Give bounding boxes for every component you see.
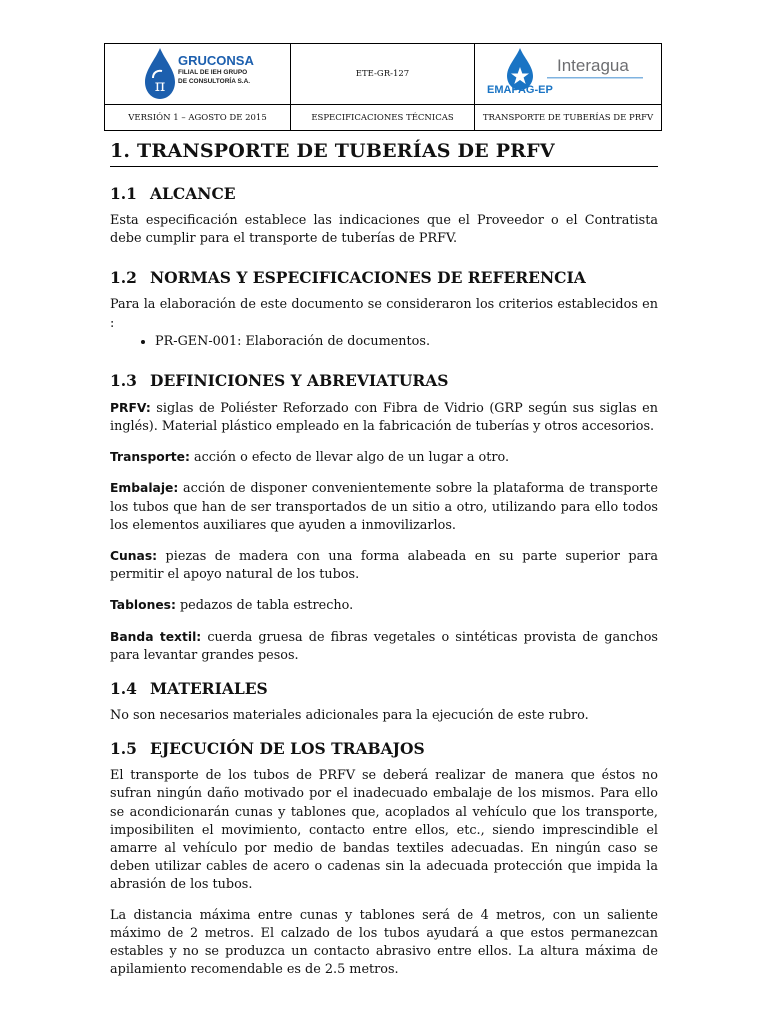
emapag-text: EMAPAG-EP xyxy=(487,84,553,96)
definition-prfv xyxy=(110,399,658,436)
gruconsa-logo xyxy=(105,44,290,104)
section-title: NORMAS Y ESPECIFICACIONES DE REFERENCIA xyxy=(150,268,586,288)
definition-term: Cunas: xyxy=(110,549,158,564)
interagua-logo xyxy=(475,44,661,104)
section-number: 1.5 xyxy=(110,739,137,759)
paragraph: La distancia máxima entre cunas y tablones será de 4 metros, con un saliente máximo de 2 metros. El calzado de los tubos ayudará a que estos permanezcan estables y no se produzca un contacto abrasivo entre ellos. La altura máxima de apilamiento recomendable es de 2.5 metros. xyxy=(110,907,658,978)
definition-term: Transporte: xyxy=(110,450,190,465)
definition-embalaje xyxy=(110,479,658,535)
section-title: MATERIALES xyxy=(150,679,268,699)
definition-text: pedazos de tabla estrecho. xyxy=(175,598,354,614)
definition-cunas xyxy=(110,547,658,584)
svg-text:π: π xyxy=(154,76,166,95)
gruconsa-sub1: FILIAL DE IEH GRUPO xyxy=(178,69,248,76)
paragraph: Esta especificación establece las indicaciones que el Proveedor o el Contratista debe cumplir para el transporte de tuberías de PRFV. xyxy=(110,213,658,247)
section-number: 1.3 xyxy=(110,370,137,390)
paragraph: No son necesarios materiales adicionales para la ejecución de este rubro. xyxy=(110,708,589,724)
definition-transporte xyxy=(110,448,658,467)
section-number: 1.2 xyxy=(110,268,137,288)
document-header xyxy=(104,43,662,131)
gruconsa-sub2: DE CONSULTORÍA S.A. xyxy=(178,78,251,85)
definition-text: acción de disponer convenientemente sobre la plataforma de transporte los tubos que han de ser transportados de un sitio a otro, utilizando para ello todos los elementos auxiliares que ayuden a inmovilizarlos. xyxy=(110,481,658,533)
interagua-text: Interagua xyxy=(557,56,629,75)
document-type: ESPECIFICACIONES TÉCNICAS xyxy=(291,105,475,131)
section-number: 1.4 xyxy=(110,679,137,699)
definition-banda-textil xyxy=(110,628,658,665)
definition-text: piezas de madera con una forma alabeada en su parte superior para permitir el apoyo natural de los tubos. xyxy=(110,549,658,583)
gruconsa-logo-cell xyxy=(105,44,291,105)
section-heading-1-3 xyxy=(110,371,658,390)
document-header-title: TRANSPORTE DE TUBERÍAS DE PRFV xyxy=(475,105,662,131)
section-heading-1-2 xyxy=(110,268,658,287)
definition-term: PRFV: xyxy=(110,400,151,415)
gruconsa-name: GRUCONSA xyxy=(178,53,254,68)
section-heading-1-5 xyxy=(110,739,658,758)
section-title: DEFINICIONES Y ABREVIATURAS xyxy=(150,370,449,390)
section-number: 1.1 xyxy=(110,184,137,203)
definition-text: acción o efecto de llevar algo de un lugar a otro. xyxy=(189,450,510,466)
section-title: ALCANCE xyxy=(150,184,236,203)
definition-text: siglas de Poliéster Reforzado con Fibra de Vidrio (GRP según sus siglas en inglés). Material plástico empleado en la fabricación de tuberías y otros accesorios. xyxy=(110,400,658,435)
page-title: 1. TRANSPORTE DE TUBERÍAS DE PRFV xyxy=(110,140,658,167)
definition-term: Tablones: xyxy=(110,598,176,613)
document-body xyxy=(110,140,658,991)
document-code: ETE-GR-127 xyxy=(291,44,475,105)
list-item: • PR-GEN-001: Elaboración de documentos. xyxy=(155,333,658,351)
section-heading-1-1 xyxy=(110,184,658,203)
definition-text: cuerda gruesa de fibras vegetales o sintéticas provista de ganchos para levantar grandes pesos. xyxy=(110,629,659,663)
reference-list xyxy=(110,333,658,351)
definition-term: Banda textil: xyxy=(110,629,202,644)
paragraph: El transporte de los tubos de PRFV se deberá realizar de manera que éstos no sufran ningún daño motivado por el inadecuado embalaje de los mismos. Para ello se acondicionarán cunas y tablones que, acoplados al vehículo que los transporte, imposibiliten el movimiento, contacto entre ellos, etc., siendo imprescindible el amarre al vehículo por medio de bandas textiles adecuadas. En ningún caso se deben utilizar cables de acero o cadenas sin la adecuada protección que impida la abrasión de los tubos. xyxy=(110,768,658,893)
definition-tablones xyxy=(110,596,658,615)
definition-term: Embalaje: xyxy=(110,481,179,496)
section-title: EJECUCIÓN DE LOS TRABAJOS xyxy=(150,739,425,759)
section-heading-1-4 xyxy=(110,679,658,698)
document-version: VERSIÓN 1 – AGOSTO DE 2015 xyxy=(105,105,291,131)
paragraph: Para la elaboración de este documento se consideraron los criterios establecidos en : xyxy=(110,297,658,331)
interagua-logo-cell xyxy=(475,44,662,105)
